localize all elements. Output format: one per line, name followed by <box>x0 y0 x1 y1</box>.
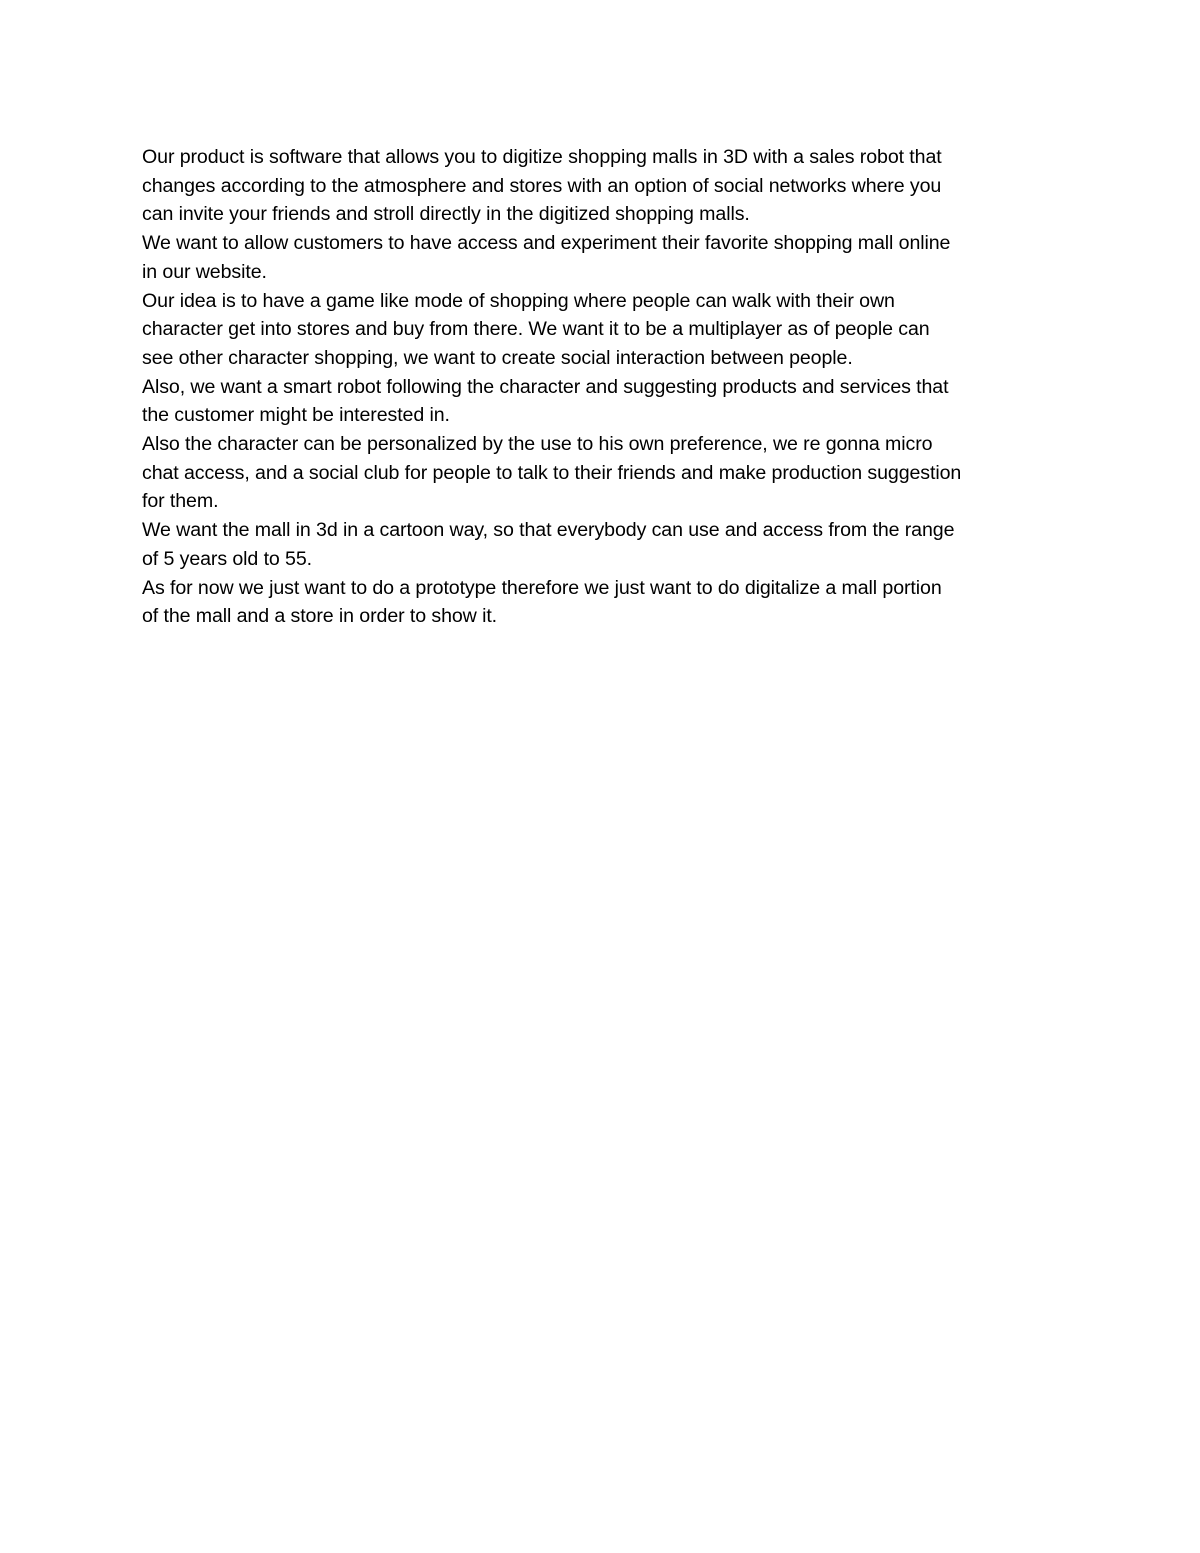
text-line: We want to allow customers to have access and experiment their favorite shopping mall online <box>142 232 951 255</box>
text-line: Also the character can be personalized by the use to his own preference, we re gonna micro <box>142 433 933 456</box>
text-line: Also, we want a smart robot following the character and suggesting products and services that <box>142 375 949 398</box>
text-line: Our idea is to have a game like mode of shopping where people can walk with their own <box>142 289 895 312</box>
text-line: for them. <box>142 490 219 513</box>
text-line: changes according to the atmosphere and stores with an option of social networks where you <box>142 174 942 197</box>
text-line: character get into stores and buy from there. We want it to be a multiplayer as of people can <box>142 318 930 341</box>
text-line: can invite your friends and stroll directly in the digitized shopping malls. <box>142 203 750 226</box>
text-line: in our website. <box>142 260 267 283</box>
text-line: Our product is software that allows you to digitize shopping malls in 3D with a sales robot that <box>142 146 942 168</box>
text-line: see other character shopping, we want to create social interaction between people. <box>142 346 853 369</box>
text-line: We want the mall in 3d in a cartoon way, so that everybody can use and access from the range <box>142 519 955 542</box>
document-body <box>142 143 1072 631</box>
text-line: the customer might be interested in. <box>142 404 450 427</box>
text-line: chat access, and a social club for people to talk to their friends and make production suggestion <box>142 461 962 484</box>
text-line: of 5 years old to 55. <box>142 547 312 570</box>
text-line: As for now we just want to do a prototype therefore we just want to do digitalize a mall portion <box>142 576 942 599</box>
text-line: of the mall and a store in order to show it. <box>142 605 498 628</box>
